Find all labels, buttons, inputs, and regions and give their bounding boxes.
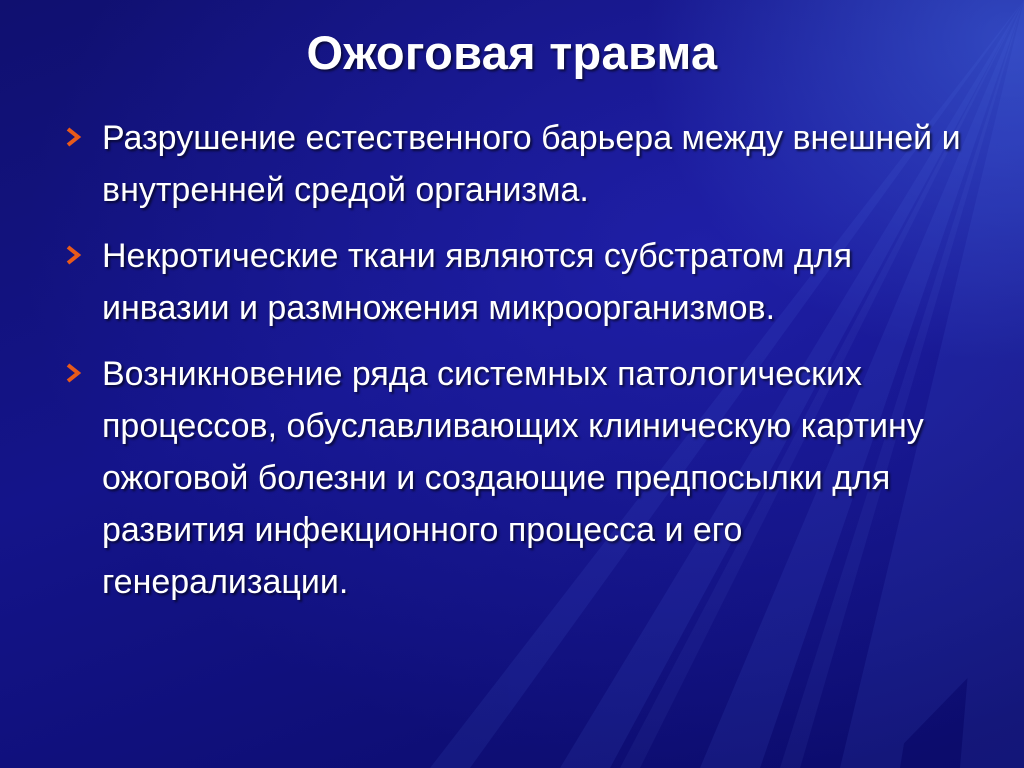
- bullet-text: Разрушение естественного барьера между внешней и внутренней средой организма.: [102, 119, 961, 209]
- bullet-text: Возникновение ряда системных патологических процессов, обуславливающих клиническую картину ожоговой болезни и создающие предпосылки для развития инфекционного процесса и его генерализации.: [102, 355, 924, 601]
- bullet-item: [64, 348, 964, 608]
- bullet-item: [64, 230, 964, 334]
- slide-title: Ожоговая травма: [306, 26, 718, 79]
- bullet-text: Некротические ткани являются субстратом для инвазии и размножения микроорганизмов.: [102, 237, 853, 327]
- chevron-right-icon: [64, 244, 86, 266]
- bullet-list: [64, 112, 964, 622]
- chevron-right-icon: [64, 126, 86, 148]
- chevron-right-icon: [64, 362, 86, 384]
- bullet-item: [64, 112, 964, 216]
